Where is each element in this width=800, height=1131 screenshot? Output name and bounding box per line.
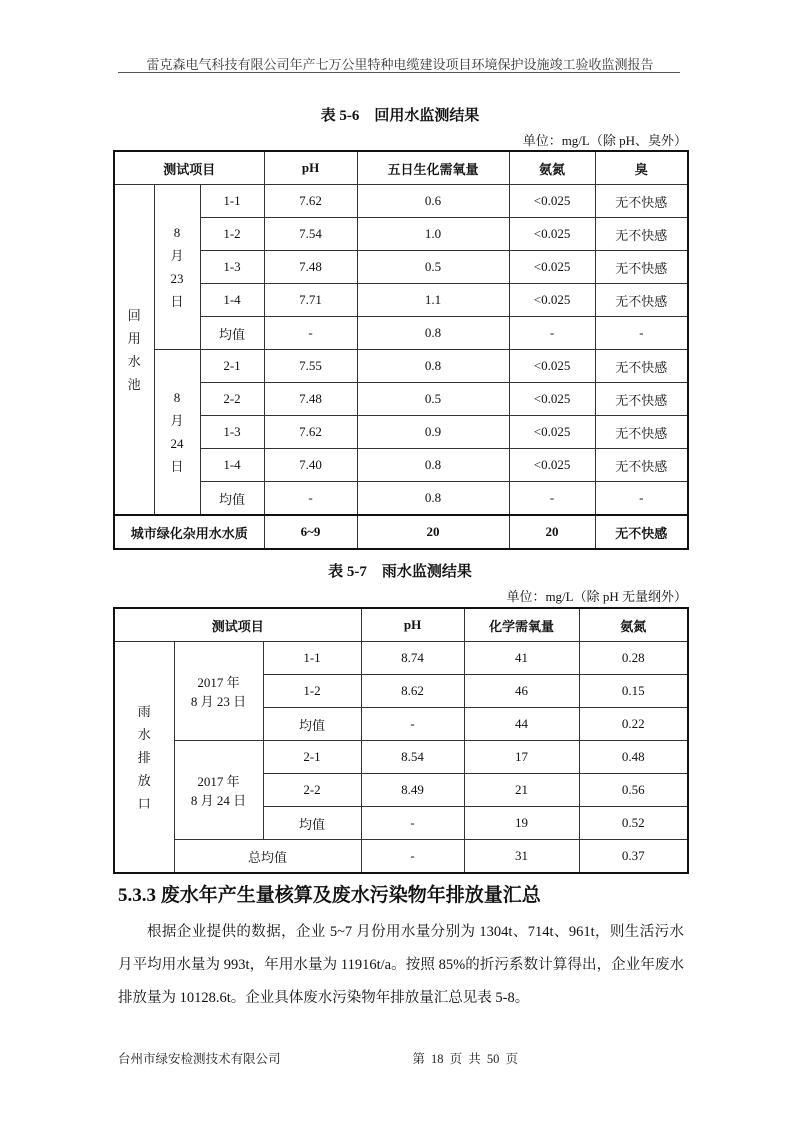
- table-cell: 均值: [200, 317, 264, 350]
- table-cell: 1-2: [263, 675, 361, 708]
- total-value: 0.37: [579, 840, 688, 874]
- table-cell: 0.9: [357, 416, 509, 449]
- table-cell: 2-1: [263, 741, 361, 774]
- table-cell: 8.62: [361, 675, 464, 708]
- column-header: 臭: [595, 151, 688, 185]
- table-cell: -: [509, 482, 595, 516]
- footer-page-number: 第 18 页 共 50 页: [412, 1052, 518, 1066]
- table-cell: 1-4: [200, 284, 264, 317]
- table-cell: -: [361, 708, 464, 741]
- table-5-7-unit: 单位：mg/L（除 pH 无量纲外）: [506, 589, 687, 604]
- table-cell: 1-3: [200, 251, 264, 284]
- table-5-6: [113, 150, 689, 550]
- standard-value: 6~9: [264, 515, 357, 549]
- table-cell: 0.22: [579, 708, 688, 741]
- table-cell: 8.49: [361, 774, 464, 807]
- table-cell: 1-1: [263, 642, 361, 675]
- standard-value: 20: [357, 515, 509, 549]
- table-cell: <0.025: [509, 416, 595, 449]
- total-label: 总均值: [174, 840, 361, 874]
- table-5-6-unit: 单位：mg/L（除 pH、臭外）: [522, 133, 687, 148]
- table-row: [114, 350, 688, 383]
- table-row: [114, 317, 688, 350]
- table-cell: 7.55: [264, 350, 357, 383]
- table-row: [114, 482, 688, 516]
- column-header: 测试项目: [114, 151, 264, 185]
- table-cell: 无不快感: [595, 350, 688, 383]
- table-cell: 2-1: [200, 350, 264, 383]
- table-cell: 7.71: [264, 284, 357, 317]
- table-cell: -: [595, 482, 688, 516]
- column-header: pH: [264, 151, 357, 185]
- table-cell: 2-2: [200, 383, 264, 416]
- table-row: [114, 741, 688, 774]
- table-cell: 无不快感: [595, 416, 688, 449]
- table-cell: 无不快感: [595, 449, 688, 482]
- standard-label: 城市绿化杂用水水质: [114, 515, 264, 549]
- table-cell: 7.54: [264, 218, 357, 251]
- table-row: [114, 383, 688, 416]
- table-cell: <0.025: [509, 383, 595, 416]
- table-cell: 0.48: [579, 741, 688, 774]
- table-5-6-caption: 表 5-6 回用水监测结果: [320, 108, 480, 124]
- table-cell: 0.8: [357, 482, 509, 516]
- table-cell: 17: [464, 741, 579, 774]
- footer-company: 台州市绿安检测技术有限公司: [118, 1052, 281, 1066]
- column-header: pH: [361, 608, 464, 642]
- table-cell: 无不快感: [595, 383, 688, 416]
- table-cell: 均值: [200, 482, 264, 516]
- table-cell: 无不快感: [595, 185, 688, 218]
- table-row: [114, 449, 688, 482]
- table-cell: 21: [464, 774, 579, 807]
- table-cell: <0.025: [509, 449, 595, 482]
- table-cell: <0.025: [509, 284, 595, 317]
- column-header: 氨氮: [579, 608, 688, 642]
- location-cell: 雨 水 排 放 口: [114, 642, 174, 874]
- standard-value: 无不快感: [595, 515, 688, 549]
- table-row: [114, 185, 688, 218]
- table-cell: 41: [464, 642, 579, 675]
- table-cell: 1.0: [357, 218, 509, 251]
- section-title: 5.3.3 废水年产生量核算及废水污染物年排放量汇总: [118, 885, 541, 906]
- table-cell: <0.025: [509, 251, 595, 284]
- table-cell: 无不快感: [595, 284, 688, 317]
- table-cell: 2-2: [263, 774, 361, 807]
- standard-row: [114, 515, 688, 549]
- table-cell: 0.8: [357, 317, 509, 350]
- table-cell: -: [595, 317, 688, 350]
- table-cell: 无不快感: [595, 218, 688, 251]
- table-header-row: [114, 608, 688, 642]
- table-cell: 均值: [263, 807, 361, 840]
- total-value: 31: [464, 840, 579, 874]
- table-cell: <0.025: [509, 218, 595, 251]
- table-cell: 1-2: [200, 218, 264, 251]
- standard-value: 20: [509, 515, 595, 549]
- table-cell: -: [361, 807, 464, 840]
- date-cell: 8 月 23 日: [154, 185, 200, 350]
- date-cell: 8 月 24 日: [154, 350, 200, 516]
- table-cell: 7.62: [264, 416, 357, 449]
- table-cell: 7.48: [264, 251, 357, 284]
- table-cell: 1-4: [200, 449, 264, 482]
- table-5-7-caption: 表 5-7 雨水监测结果: [328, 564, 472, 580]
- table-cell: 0.8: [357, 350, 509, 383]
- table-cell: <0.025: [509, 350, 595, 383]
- table-cell: -: [264, 317, 357, 350]
- table-cell: 0.6: [357, 185, 509, 218]
- table-cell: 7.48: [264, 383, 357, 416]
- table-cell: -: [509, 317, 595, 350]
- table-cell: 7.62: [264, 185, 357, 218]
- column-header: 测试项目: [114, 608, 361, 642]
- table-cell: 44: [464, 708, 579, 741]
- table-cell: 0.15: [579, 675, 688, 708]
- table-cell: 0.52: [579, 807, 688, 840]
- table-cell: <0.025: [509, 185, 595, 218]
- table-cell: 7.40: [264, 449, 357, 482]
- table-cell: 46: [464, 675, 579, 708]
- column-header: 化学需氧量: [464, 608, 579, 642]
- table-cell: -: [264, 482, 357, 516]
- total-value: -: [361, 840, 464, 874]
- table-cell: 1-1: [200, 185, 264, 218]
- column-header: 氨氮: [509, 151, 595, 185]
- table-row: [114, 251, 688, 284]
- table-row: [114, 218, 688, 251]
- table-cell: 0.8: [357, 449, 509, 482]
- table-cell: 0.28: [579, 642, 688, 675]
- table-cell: 19: [464, 807, 579, 840]
- table-cell: 1-3: [200, 416, 264, 449]
- table-header-row: [114, 151, 688, 185]
- table-cell: 8.74: [361, 642, 464, 675]
- table-row: [114, 284, 688, 317]
- table-cell: 均值: [263, 708, 361, 741]
- table-5-7: [113, 607, 689, 874]
- location-cell: 回 用 水 池: [114, 185, 154, 516]
- date-cell: 2017 年 8 月 24 日: [174, 741, 263, 840]
- table-cell: 0.5: [357, 251, 509, 284]
- section-paragraph: 根据企业提供的数据，企业 5~7 月份用水量分别为 1304t、714t、961t，则生活污水月平均用水量为 993t，年用水量为 11916t/a。按照 85%的折污系数计算得出，企业年废水排放量为 10128.6t。企业具体废水污染物年排放量汇总见表 5-8。: [118, 924, 684, 1006]
- total-average-row: [114, 840, 688, 874]
- table-cell: 0.56: [579, 774, 688, 807]
- table-cell: 1.1: [357, 284, 509, 317]
- date-cell: 2017 年 8 月 23 日: [174, 642, 263, 741]
- table-cell: 0.5: [357, 383, 509, 416]
- table-cell: 无不快感: [595, 251, 688, 284]
- header-rule: [118, 72, 680, 73]
- table-row: [114, 642, 688, 675]
- table-cell: 8.54: [361, 741, 464, 774]
- page-header: 雷克森电气科技有限公司年产七万公里特种电缆建设项目环境保护设施竣工验收监测报告: [146, 57, 654, 72]
- table-row: [114, 416, 688, 449]
- column-header: 五日生化需氧量: [357, 151, 509, 185]
